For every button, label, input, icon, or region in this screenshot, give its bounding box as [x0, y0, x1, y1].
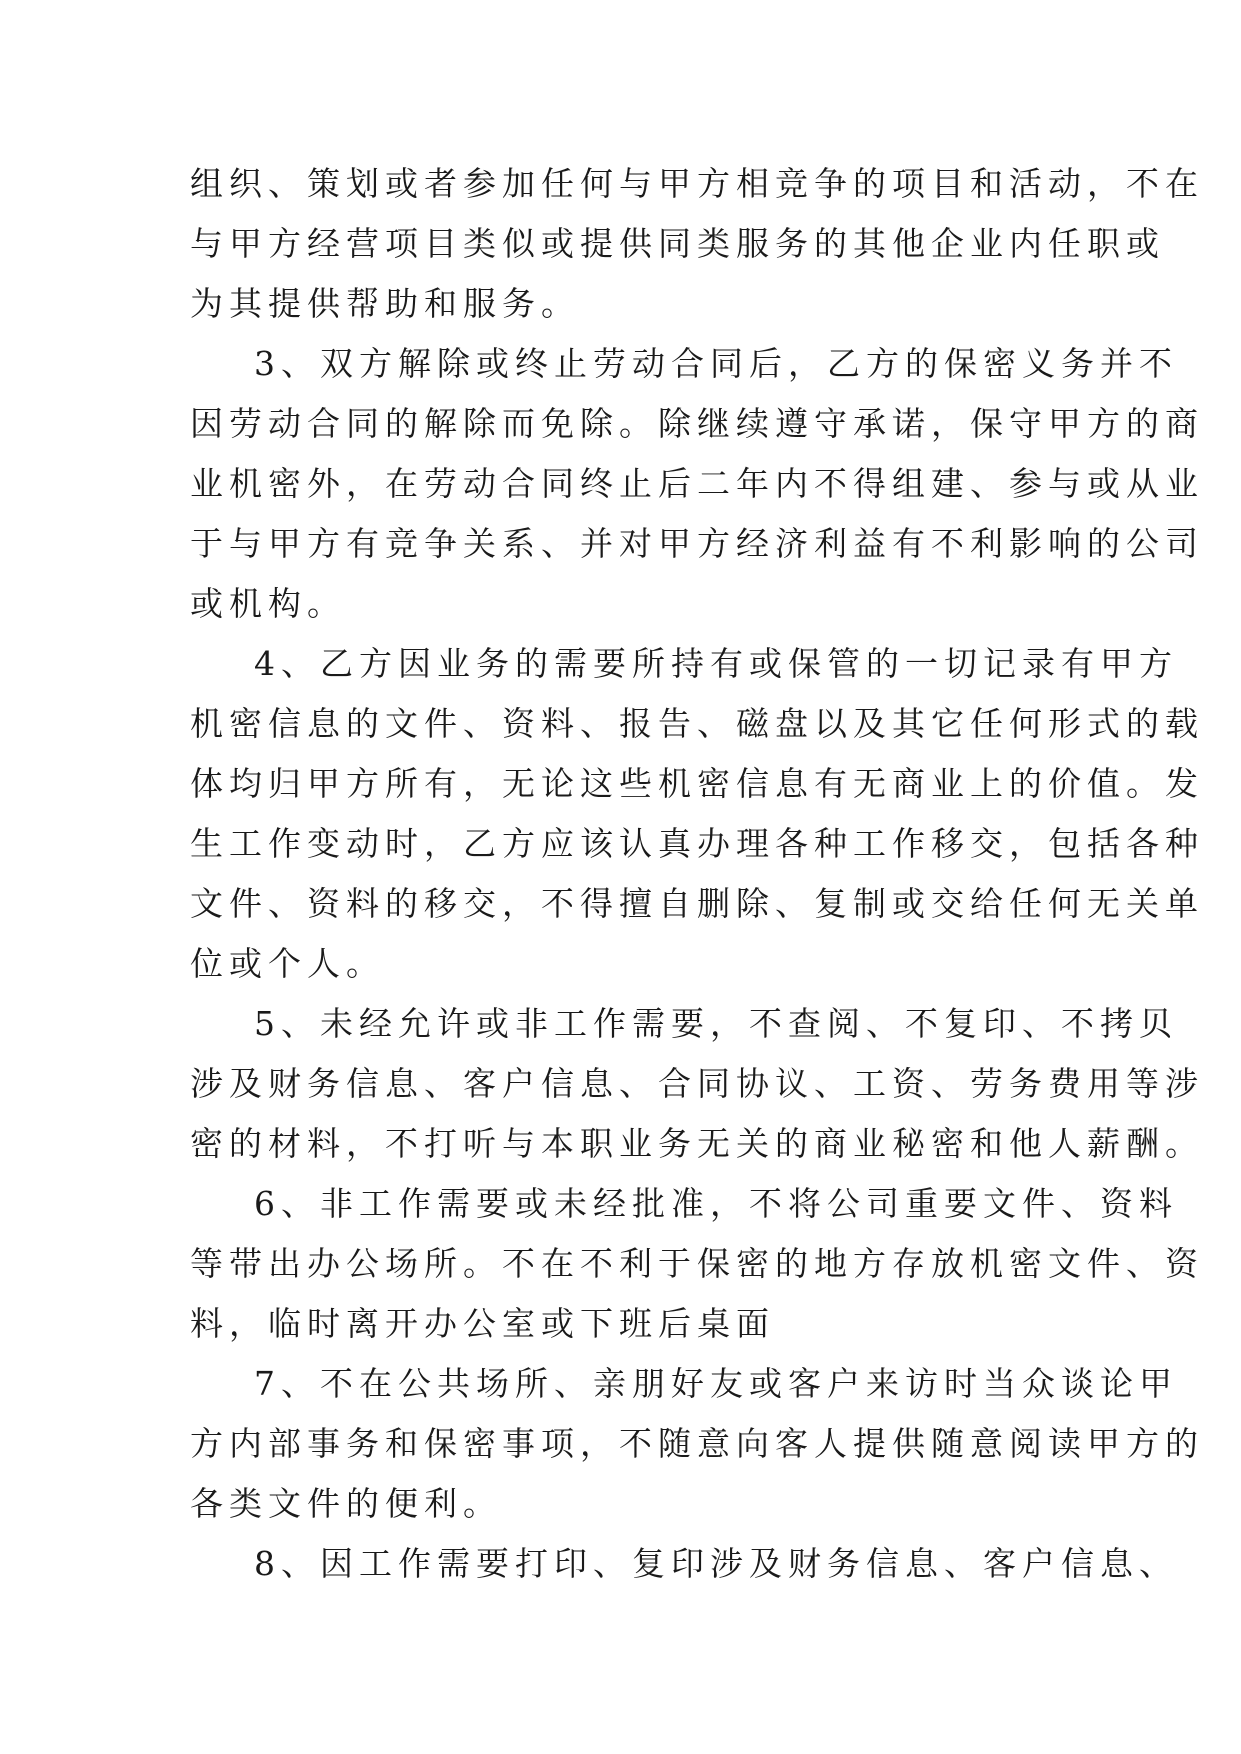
paragraph-first-line: 8、因工作需要打印、复印涉及财务信息、客户信息、 — [254, 1544, 1178, 1583]
text-line: 为其提供帮助和服务。 — [190, 284, 580, 323]
text-line: 与甲方经营项目类似或提供同类服务的其他企业内任职或 — [190, 224, 1165, 263]
paragraph-first-line: 4、乙方因业务的需要所持有或保管的一切记录有甲方 — [254, 644, 1178, 683]
text-line: 机密信息的文件、资料、报告、磁盘以及其它任何形式的载 — [190, 704, 1204, 743]
text-line: 生工作变动时，乙方应该认真办理各种工作移交，包括各种 — [190, 824, 1204, 863]
text-line: 因劳动合同的解除而免除。除继续遵守承诺，保守甲方的商 — [190, 404, 1204, 443]
text-line: 业机密外，在劳动合同终止后二年内不得组建、参与或从业 — [190, 464, 1204, 503]
paragraph-first-line: 7、不在公共场所、亲朋好友或客户来访时当众谈论甲 — [254, 1364, 1178, 1403]
paragraph-first-line: 3、双方解除或终止劳动合同后，乙方的保密义务并不 — [254, 344, 1178, 383]
text-line: 文件、资料的移交，不得擅自删除、复制或交给任何无关单 — [190, 884, 1204, 923]
text-line: 位或个人。 — [190, 944, 385, 983]
text-line: 组织、策划或者参加任何与甲方相竞争的项目和活动，不在 — [190, 164, 1204, 203]
text-line: 料，临时离开办公室或下班后桌面 — [190, 1304, 775, 1343]
text-line: 等带出办公场所。不在不利于保密的地方存放机密文件、资 — [190, 1244, 1204, 1283]
document-body — [190, 154, 1204, 1594]
text-line: 于与甲方有竞争关系、并对甲方经济利益有不利影响的公司 — [190, 524, 1204, 563]
text-line: 或机构。 — [190, 584, 346, 623]
text-line: 密的材料，不打听与本职业务无关的商业秘密和他人薪酬。 — [190, 1124, 1204, 1163]
text-line: 方内部事务和保密事项，不随意向客人提供随意阅读甲方的 — [190, 1424, 1204, 1463]
text-line: 各类文件的便利。 — [190, 1484, 502, 1523]
paragraph-first-line: 5、未经允许或非工作需要，不查阅、不复印、不拷贝 — [254, 1004, 1178, 1043]
text-line: 涉及财务信息、客户信息、合同协议、工资、劳务费用等涉 — [190, 1064, 1204, 1103]
paragraph-first-line: 6、非工作需要或未经批准，不将公司重要文件、资料 — [254, 1184, 1178, 1223]
text-line: 体均归甲方所有，无论这些机密信息有无商业上的价值。发 — [190, 764, 1204, 803]
